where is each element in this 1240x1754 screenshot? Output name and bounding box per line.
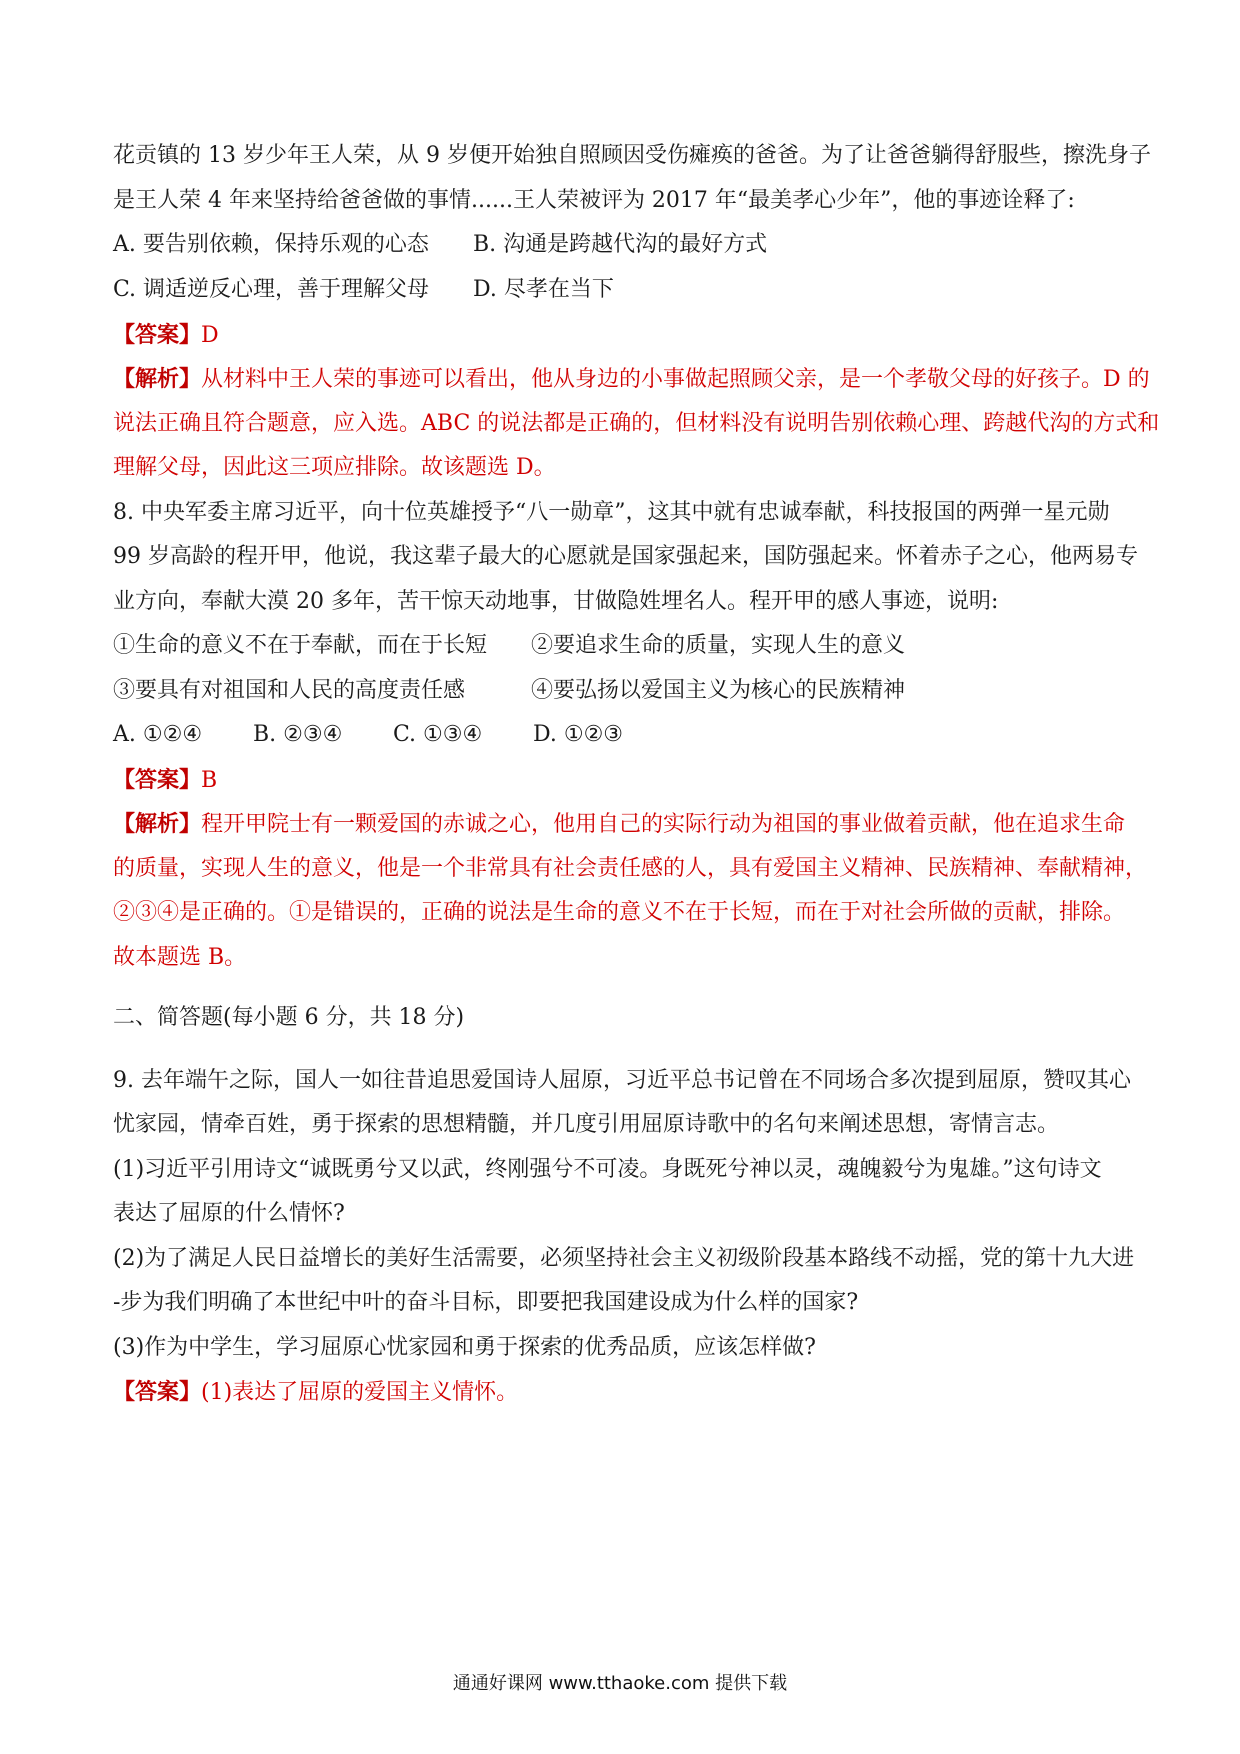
q8-analysis-line-3: ②③④是正确的。①是错误的，正确的说法是生命的意义不在于长短，而在于对社会所做的贡献，排除。 [113, 900, 1126, 925]
q7-stem-line-1: 花贡镇的 13 岁少年王人荣，从 9 岁便开始独自照顾因受伤瘫痪的爸爸。为了让爸爸躺得舒服些，擦洗身子 [113, 143, 1151, 168]
q8-analysis-line-2: 的质量，实现人生的意义，他是一个非常具有社会责任感的人，具有爱国主义精神、民族精神、奉献精神， [113, 856, 1148, 881]
q8-analysis-tag: 【解析】 [113, 811, 202, 837]
q9-answer-tag: 【答案】 [113, 1379, 202, 1405]
q8-answer-value: B [201, 768, 218, 793]
q7-options-row-2 [113, 275, 1143, 305]
q8-items-row-2 [113, 676, 1143, 706]
q9-answer-value: (1)表达了屈原的爱国主义情怀。 [201, 1380, 519, 1405]
q7-stem-line-2: 是王人荣 4 年来坚持给爸爸做的事情......王人荣被评为 2017 年“最美孝心少年”，他的事迹诠释了: [113, 188, 1075, 213]
q8-analysis-text-1: 程开甲院士有一颗爱国的赤诚之心，他用自己的实际行动为祖国的事业做着贡献，他在追求生命 [201, 812, 1126, 837]
q7-answer-tag: 【答案】 [113, 322, 202, 348]
q7-answer-value: D [201, 323, 219, 348]
q9-sub1-line-2: 表达了屈原的什么情怀? [113, 1201, 345, 1226]
q7-answer [113, 320, 1143, 351]
q7-analysis-line-1 [113, 364, 1150, 395]
q8-option-c: C. ①③④ [393, 722, 483, 747]
q7-option-c: C. 调适逆反心理，善于理解父母 [113, 277, 430, 302]
q7-option-b: B. 沟通是跨越代沟的最好方式 [473, 232, 768, 257]
q8-items-row-1 [113, 631, 1143, 661]
q8-stem-line-3: 业方向，奉献大漠 20 多年，苦干惊天动地事，甘做隐姓埋名人。程开甲的感人事迹，说明: [113, 589, 999, 614]
q7-options-row-1 [113, 230, 1143, 260]
q8-option-b: B. ②③④ [253, 722, 343, 747]
q8-item-3: ③要具有对祖国和人民的高度责任感 [113, 678, 466, 703]
q7-analysis-line-3: 理解父母，因此这三项应排除。故该题选 D。 [113, 455, 556, 480]
q8-item-1: ①生命的意义不在于奉献，而在于长短 [113, 633, 488, 658]
q8-options-row [113, 720, 1143, 750]
q8-analysis-line-4: 故本题选 B。 [113, 945, 247, 970]
q7-analysis-line-2: 说法正确且符合题意，应入选。ABC 的说法都是正确的，但材料没有说明告别依赖心理、跨越代沟的方式和 [113, 411, 1160, 436]
q8-stem-line-1: 8. 中央军委主席习近平，向十位英雄授予“八一勋章”，这其中就有忠诚奉献，科技报国的两弹一星元勋 [113, 500, 1110, 525]
q9-sub2-line-2: -步为我们明确了本世纪中叶的奋斗目标，即要把我国建设成为什么样的国家? [113, 1290, 859, 1315]
q9-sub2-line-1: (2)为了满足人民日益增长的美好生活需要，必须坚持社会主义初级阶段基本路线不动摇，党的第十九大进 [113, 1246, 1135, 1271]
q9-sub1-line-1: (1)习近平引用诗文“诚既勇兮又以武，终刚强兮不可凌。身既死兮神以灵，魂魄毅兮为鬼雄。”这句诗文 [113, 1157, 1102, 1182]
q7-option-d: D. 尽孝在当下 [473, 277, 614, 302]
q9-answer [113, 1377, 1143, 1408]
q8-option-a: A. ①②④ [113, 722, 203, 747]
q8-item-4: ④要弘扬以爱国主义为核心的民族精神 [531, 678, 906, 703]
q8-answer-tag: 【答案】 [113, 767, 202, 793]
section-heading: 二、简答题(每小题 6 分，共 18 分) [113, 1005, 465, 1030]
q8-analysis-line-1 [113, 809, 1143, 840]
q8-answer [113, 765, 1143, 796]
q8-stem-line-2: 99 岁高龄的程开甲，他说，我这辈子最大的心愿就是国家强起来，国防强起来。怀着赤子之心，他两易专 [113, 544, 1138, 569]
q9-stem-line-2: 忧家园，情牵百姓，勇于探索的思想精髓，并几度引用屈原诗歌中的名句来阐述思想，寄情言志。 [113, 1112, 1060, 1137]
q9-sub3: (3)作为中学生，学习屈原心忧家园和勇于探索的优秀品质，应该怎样做? [113, 1335, 816, 1360]
q7-analysis-tag: 【解析】 [113, 366, 202, 392]
q7-option-a: A. 要告别依赖，保持乐观的心态 [113, 232, 429, 257]
q8-option-d: D. ①②③ [533, 722, 624, 747]
q8-item-2: ②要追求生命的质量，实现人生的意义 [531, 633, 906, 658]
q7-analysis-text-1: 从材料中王人荣的事迹可以看出，他从身边的小事做起照顾父亲，是一个孝敬父母的好孩子。D 的 [201, 367, 1150, 392]
q9-stem-line-1: 9. 去年端午之际，国人一如往昔追思爱国诗人屈原，习近平总书记曾在不同场合多次提到屈原，赞叹其心 [113, 1068, 1131, 1093]
page-footer: 通通好课网 www.tthaoke.com 提供下载 [452, 1673, 788, 1694]
